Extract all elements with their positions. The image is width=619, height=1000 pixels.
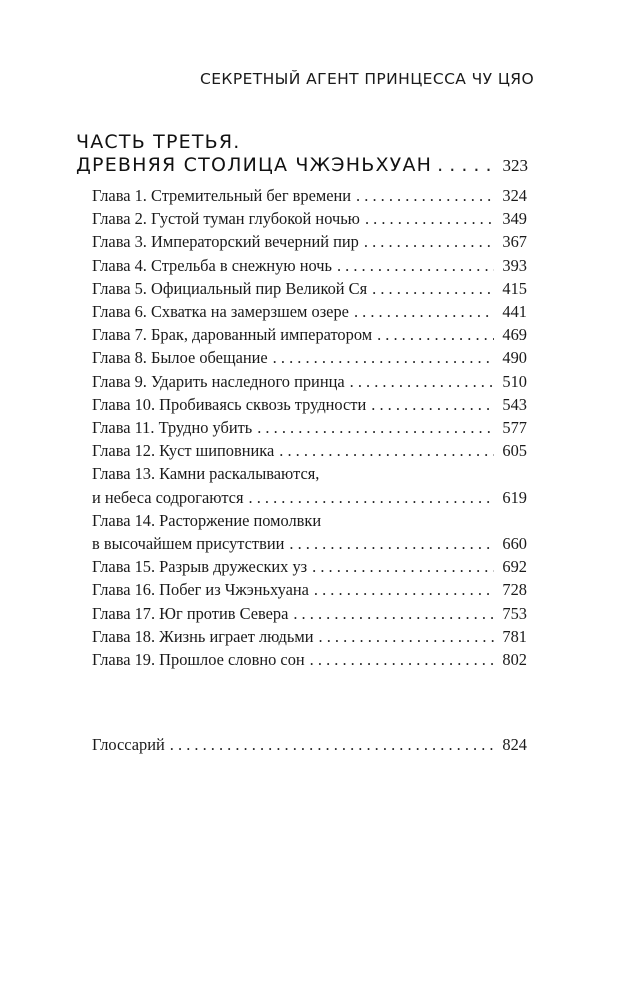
glossary-title: Глоссарий	[92, 735, 165, 754]
chapter-title: Глава 17. Юг против Севера	[92, 603, 289, 623]
dot-leader	[249, 486, 494, 509]
toc-entry	[92, 416, 527, 439]
chapter-title: Глава 19. Прошлое словно сон	[92, 650, 305, 670]
dot-leader	[377, 323, 494, 346]
dot-leader	[293, 602, 494, 625]
dot-leader	[319, 625, 494, 648]
dot-leader	[279, 439, 494, 462]
toc-entry	[92, 277, 527, 300]
dot-leader	[170, 733, 494, 756]
dot-leader	[365, 207, 494, 230]
chapter-page-number: 490	[502, 348, 527, 368]
running-head: СЕКРЕТНЫЙ АГЕНТ ПРИНЦЕССА ЧУ ЦЯО	[200, 70, 535, 88]
dot-leader	[273, 346, 494, 369]
chapter-title: Глава 10. Пробиваясь сквозь трудности	[92, 394, 367, 414]
dot-leader	[437, 154, 497, 177]
toc-entry	[92, 346, 527, 369]
dot-leader	[354, 300, 494, 323]
chapter-title-line-2: и небеса содрогаются	[92, 487, 244, 507]
toc-entry	[92, 300, 527, 323]
chapter-title: Глава 4. Стрельба в снежную ночь	[92, 255, 332, 275]
toc-entry	[92, 230, 527, 253]
chapter-title: Глава 18. Жизнь играет людьми	[92, 626, 314, 646]
chapter-page-number: 393	[502, 255, 527, 275]
toc-entry	[92, 648, 527, 671]
toc-entry	[92, 323, 527, 346]
chapter-page-number: 692	[502, 557, 527, 577]
chapter-page-number: 605	[502, 441, 527, 461]
chapter-page-number: 753	[502, 603, 527, 623]
chapter-title: Глава 2. Густой туман глубокой ночью	[92, 209, 360, 229]
toc-entry	[92, 509, 527, 555]
dot-leader	[371, 393, 494, 416]
toc-entry	[92, 602, 527, 625]
dot-leader	[350, 370, 494, 393]
chapter-title: Глава 16. Побег из Чжэньхуана	[92, 580, 309, 600]
toc-entry	[92, 254, 527, 277]
dot-leader	[289, 532, 494, 555]
chapter-page-number: 543	[502, 394, 527, 414]
chapter-title: Глава 12. Куст шиповника	[92, 441, 275, 461]
dot-leader	[257, 416, 494, 439]
part-page-number: 323	[502, 156, 528, 175]
chapter-page-number: 415	[502, 278, 527, 298]
toc-entry	[92, 207, 527, 230]
chapter-page-number: 441	[502, 302, 527, 322]
chapter-title-line-2: в высочайшем присутствии	[92, 534, 285, 554]
chapter-page-number: 577	[502, 418, 527, 438]
dot-leader	[314, 578, 494, 601]
chapter-page-number: 324	[502, 186, 527, 205]
table-of-contents	[92, 184, 527, 671]
chapter-page-number: 802	[502, 650, 527, 670]
toc-entry	[92, 625, 527, 648]
glossary-page-number: 824	[502, 735, 527, 754]
chapter-page-number: 660	[502, 534, 527, 554]
chapter-title: Глава 11. Трудно убить	[92, 418, 253, 438]
toc-entry	[92, 370, 527, 393]
chapter-title: Глава 7. Брак, дарованный императором	[92, 325, 373, 345]
toc-entry	[92, 393, 527, 416]
toc-entry	[92, 555, 527, 578]
chapter-title: Глава 3. Императорский вечерний пир	[92, 232, 359, 252]
chapter-title: Глава 8. Былое обещание	[92, 348, 268, 368]
part-heading	[76, 131, 528, 177]
chapter-title: Глава 9. Ударить наследного принца	[92, 371, 345, 391]
chapter-title-line-1: Глава 13. Камни раскалываются,	[92, 464, 320, 484]
dot-leader	[356, 184, 494, 207]
chapter-title: Глава 5. Официальный пир Великой Ся	[92, 278, 368, 298]
chapter-page-number: 728	[502, 580, 527, 600]
dot-leader	[372, 277, 494, 300]
toc-entry	[92, 578, 527, 601]
toc-entry	[92, 184, 527, 207]
chapter-title: Глава 1. Стремительный бег времени	[92, 186, 352, 205]
toc-entry	[92, 439, 527, 462]
dot-leader	[337, 254, 494, 277]
chapter-page-number: 510	[502, 371, 527, 391]
chapter-page-number: 367	[502, 232, 527, 252]
chapter-page-number: 349	[502, 209, 527, 229]
chapter-title: Глава 15. Разрыв дружеских уз	[92, 557, 308, 577]
glossary-entry	[92, 733, 527, 756]
chapter-page-number: 469	[502, 325, 527, 345]
chapter-page-number: 619	[502, 487, 527, 507]
dot-leader	[310, 648, 494, 671]
dot-leader	[364, 230, 494, 253]
chapter-title-line-1: Глава 14. Расторжение помолвки	[92, 510, 322, 530]
dot-leader	[312, 555, 494, 578]
part-heading-line-1: ЧАСТЬ ТРЕТЬЯ.	[76, 131, 241, 153]
chapter-title: Глава 6. Схватка на замерзшем озере	[92, 302, 349, 322]
toc-entry	[92, 462, 527, 508]
chapter-page-number: 781	[502, 626, 527, 646]
part-heading-line-2: ДРЕВНЯЯ СТОЛИЦА ЧЖЭНЬХУАН	[76, 154, 433, 176]
